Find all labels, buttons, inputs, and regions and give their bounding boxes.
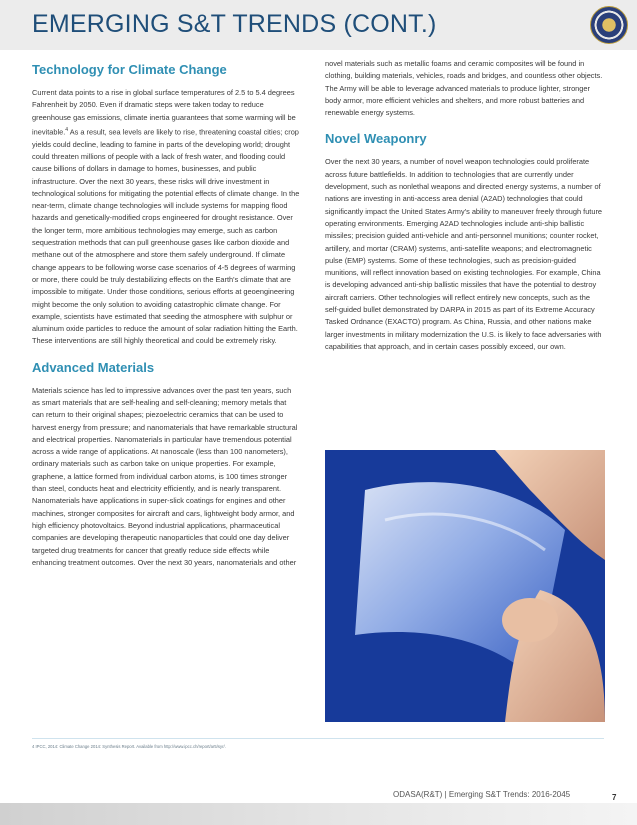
flexible-display-photo (325, 450, 605, 722)
page-number: 7 (612, 793, 617, 802)
footnote-divider (32, 738, 604, 739)
weaponry-paragraph: Over the next 30 years, a number of novel weapon technologies could proliferate across future battlefields. In addition to technologies that are currently under development, such as nonlethal weapons and directed energy systems, a number of nations are investing in anti-access area denial (A2AD) technologies that could significantly impact the United States Army's ability to maneuver freely through future operating environments. Emerging A2AD technologies include anti-ship ballistic missiles; precision guided anti-vehicle and anti-personnel munitions; counter rocket, artillery, and mortar (CRAM) systems, anti-satellite weapons; and electromagnetic pulse (EMP) systems. Some of these technologies, such as precision-guided munitions, will reflect innovation based on existing technologies. For example, China is developing advanced anti-ship ballistic missiles that have the potential to destroy aircraft carriers. Other technologies will reflect entirely new concepts, such as the self-guided bullet demonstrated by DARPA in 2015 as part of its Extreme Accuracy Tasked Ordnance (EXACTO) program. As China, Russia, and other nations make larger investments in military modernization the U.S. is likely to face adversaries with capabilities that approach, and in certain cases possibly exceed, our own. (325, 157, 603, 351)
army-seal-icon (590, 6, 628, 44)
section-heading-weaponry: Novel Weaponry (325, 131, 427, 147)
right-column (325, 58, 604, 365)
footnote: 4 IPCC, 2014: Climate Change 2014: Synthesis Report. Available from http://www.ipcc.ch/report/ar5/syr/. (32, 744, 226, 749)
materials-paragraph: Materials science has led to impressive advances over the past ten years, such as smart materials that are self-healing and self-cleaning; memory metals that can return to their original shapes; piezoelectric ceramics that can be used to harvest energy from pressure; and nanomaterials that have remarkable structural and electrical properties. Nanomaterials in particular have tremendous potential across a wide range of applications. At nanoscale (less than 100 nanometers), ordinary materials such as carbon take on unique properties. For example, graphene, a lattice formed from individual carbon atoms, is 100 times stronger than steel, conducts heat and electricity efficiently, and is nearly transparent. Nanomaterials have applications in super-slick coatings for engines and other machines, stronger composites for aircraft and cars, lightweight body armor, and high efficiency photovoltaics. Beyond industrial applications, pharmaceutical companies are developing therapeutic nanoparticles that could one day deliver targeted drug treatments for cancer that greatly reduce side effects while enhancing treatment outcomes. Over the next 30 years, nanomaterials and other (32, 385, 298, 567)
section-heading-climate: Technology for Climate Change (32, 62, 227, 77)
page-title: EMERGING S&T TRENDS (CONT.) (32, 10, 437, 38)
materials-continued-paragraph: novel materials such as metallic foams and ceramic composites will be found in clothing, building materials, vehicles, roads and bridges, and countless other objects. The Army will be able to leverage advanced materials to produce lighter, stronger body armor, more efficient vehicles and shelters, and more robust batteries and renewable energy systems. (325, 59, 603, 118)
footer-text: ODASA(R&T) | Emerging S&T Trends: 2016-2045 (393, 790, 571, 799)
climate-text-b: As a result, sea levels are likely to rise, threatening coastal cities; crop yields could decline, leading to famine in parts of the developing world; drought could threaten millions of people with a lack of fresh water, and flooding could cause billions of dollars in damage to homes, businesses, and public infrastructure. Over the next 30 years, these risks will drive investment in technological solutions for mitigating the potential effects of climate change. In the near-term, climate change technologies will include systems for mapping flood hazards and genetically-modified crops engineered for drought resistance. Over the longer term, more ambitious technologies may emerge, such as carbon sequestration methods that can pull greenhouse gases like carbon dioxide and methane out of the atmosphere and store them safely underground. If climate change appears to be following worse case scenarios of 4-5 degrees of warming or more, there could be truly destabilizing effects on the Earth's climate that are impossible to mitigate. Under those conditions, serious efforts at geoengineering might become the only solution to avoiding catastrophic climate change. For example, scientists have estimated that seeding the atmosphere with sulphur or aluminum oxide particles to reduce the amount of solar radiation hitting the Earth. These interventions are still highly theoretical and could be extremely risky. (32, 127, 300, 346)
footnote-ref: 4 (65, 126, 69, 133)
section-heading-materials: Advanced Materials (32, 359, 155, 375)
left-column (32, 58, 300, 581)
climate-paragraph (32, 87, 300, 348)
footer-band (0, 803, 637, 825)
flexible-display-illustration (325, 450, 605, 722)
climate-text-a: Current data points to a rise in global surface temperatures of 2.5 to 5.4 degrees Fahrenheit by 2050. Even if dramatic steps were taken today to reduce greenhouse gas emissions, climate inertia guarantees that some warming will be inevitable. (32, 88, 296, 137)
